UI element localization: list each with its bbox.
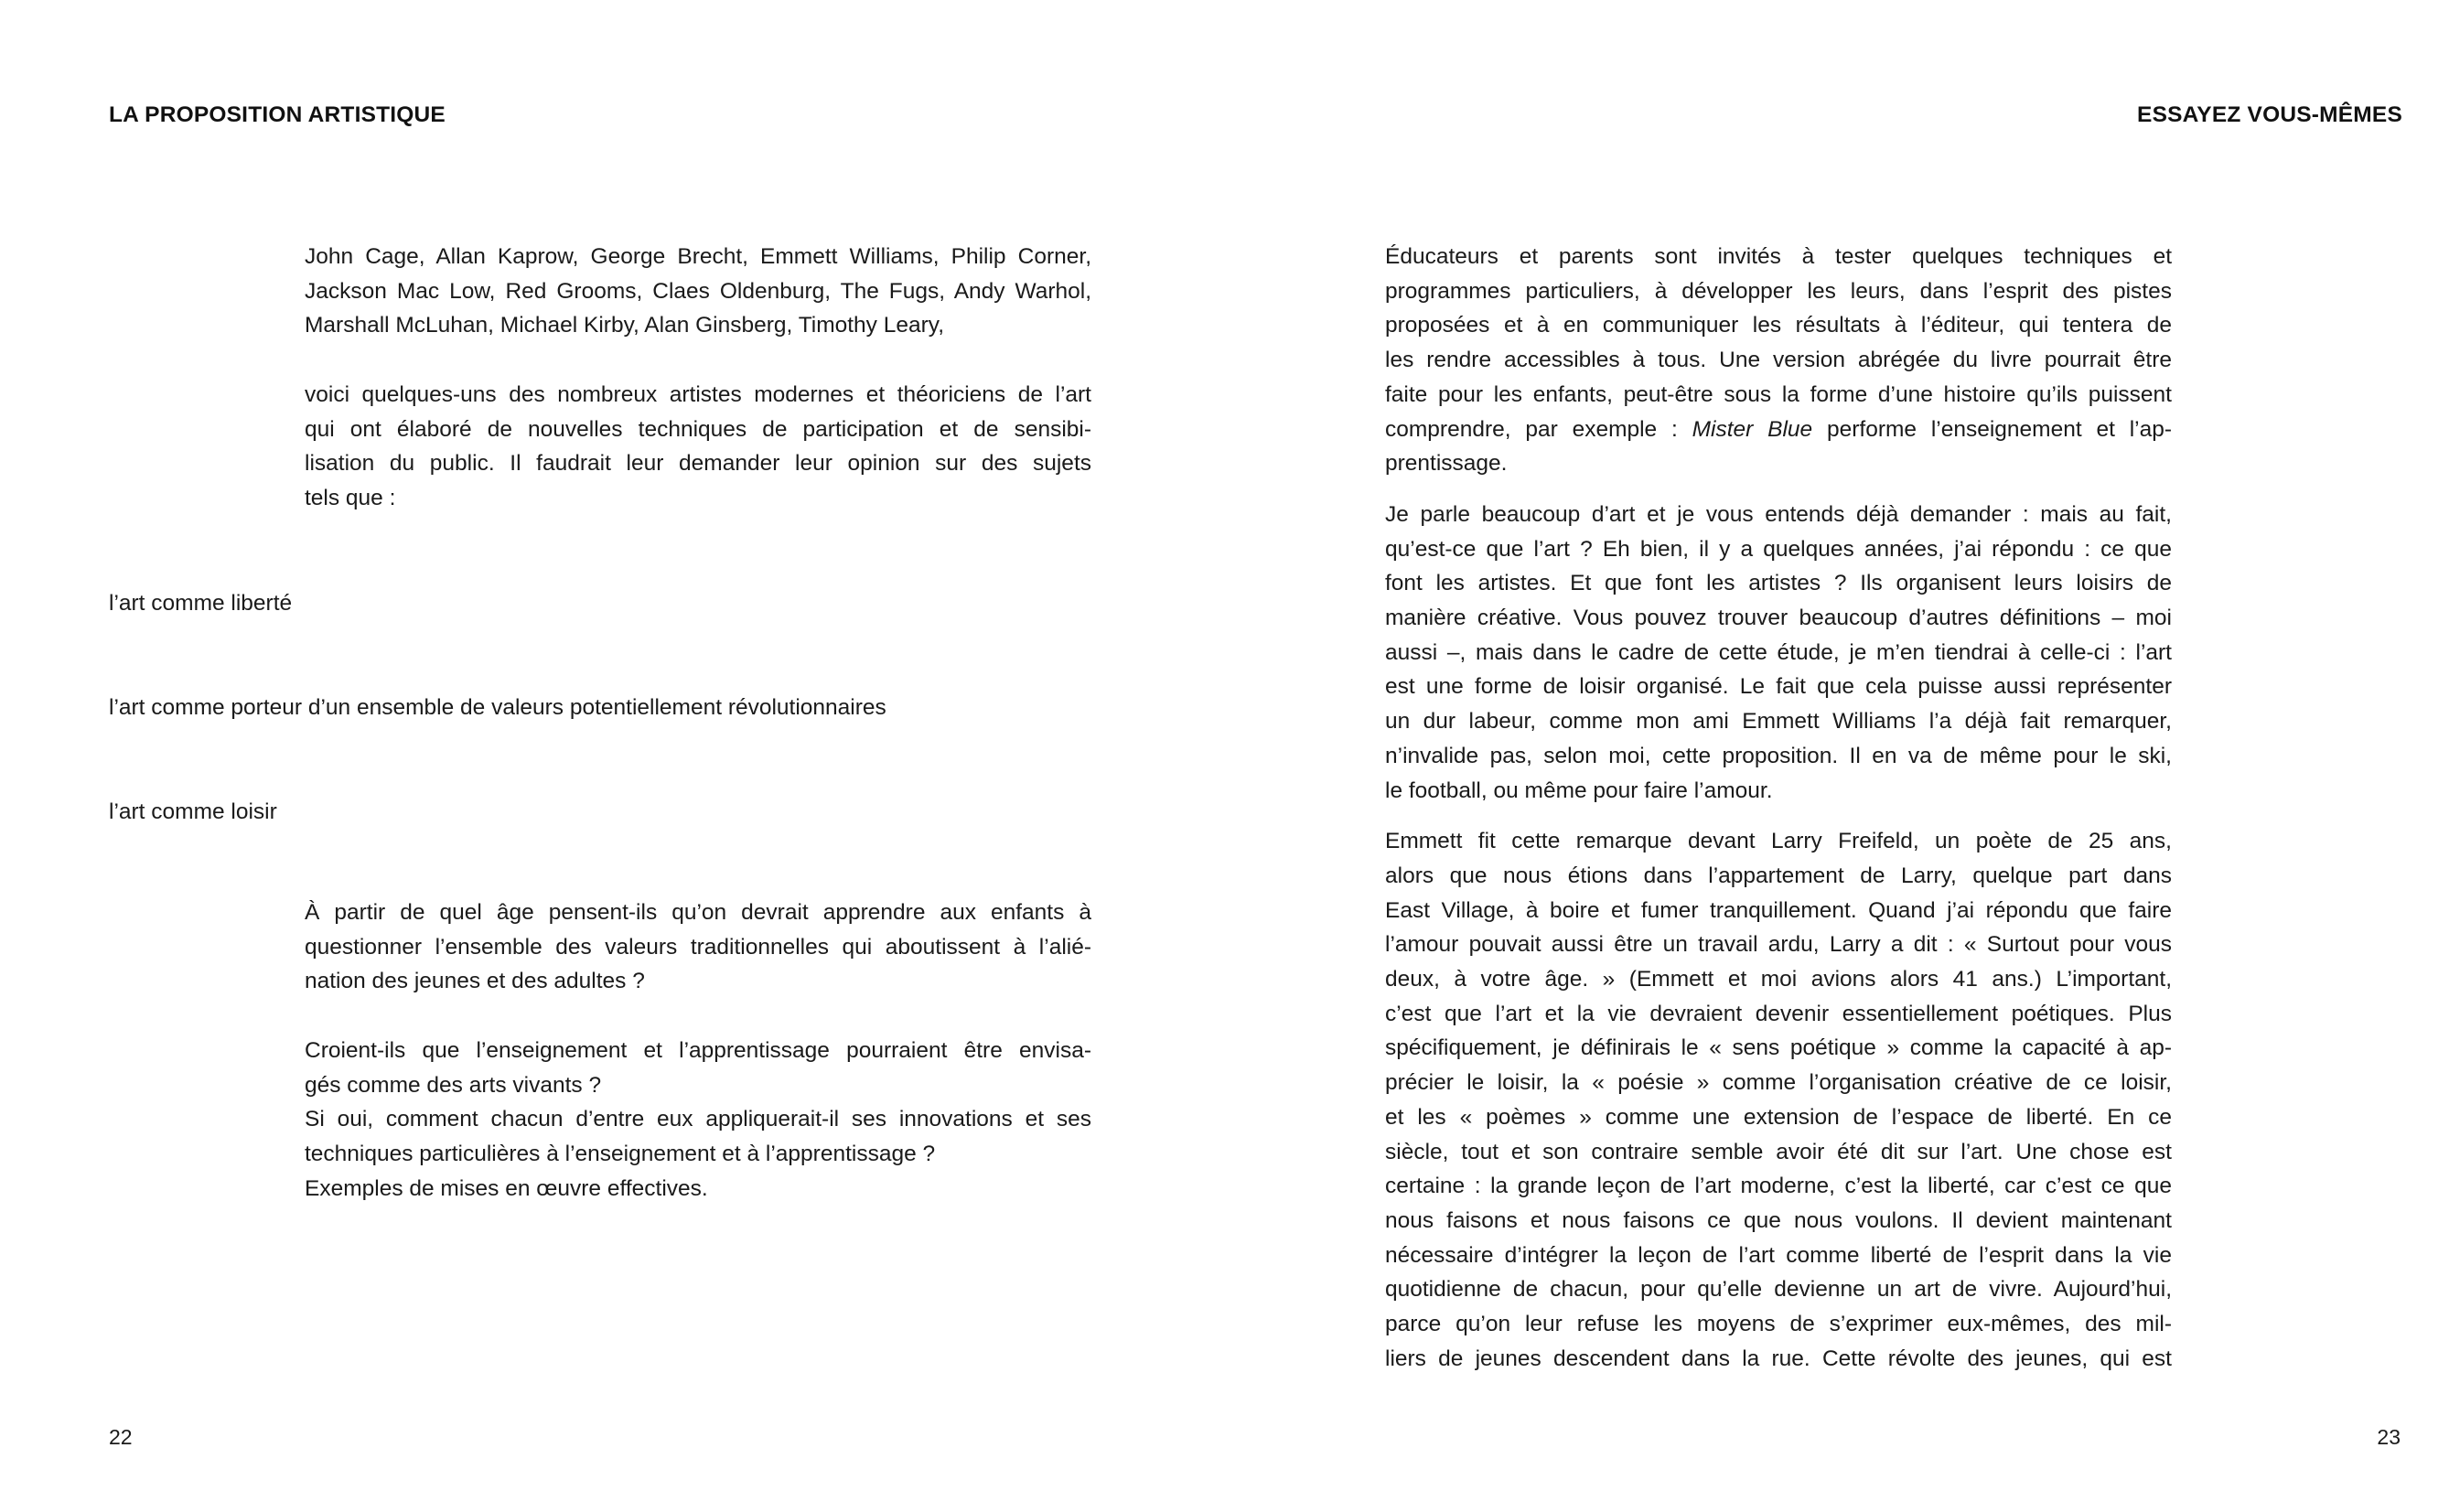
text-line: nation des jeunes et des adultes ?: [305, 969, 645, 994]
text-line: Croient-ils que l’enseignement et l’apprentissage pourraient être envisa-: [305, 1038, 1091, 1063]
text-line: et les « poèmes » comme une extension de l’espace de liberté. En ce: [1385, 1104, 2172, 1130]
text-line: Si oui, comment chacun d’entre eux appliquerait-il ses innovations et ses: [305, 1107, 1091, 1132]
text-line: font les artistes. Et que font les artistes ? Ils organisent leurs loisirs de: [1385, 571, 2172, 596]
text-line: Marshall McLuhan, Michael Kirby, Alan Ginsberg, Timothy Leary,: [305, 313, 945, 338]
text-line: manière créative. Vous pouvez trouver beaucoup d’autres définitions – moi: [1385, 606, 2172, 631]
text-line: siècle, tout et son contraire semble avoir été dit sur l’art. Une chose est: [1385, 1139, 2172, 1164]
text-line: lisation du public. Il faudrait leur demander leur opinion sur des sujets: [305, 451, 1091, 477]
page-number-right: 23: [2377, 1425, 2401, 1449]
text-line: East Village, à boire et fumer tranquillement. Quand j’ai répondu que faire: [1385, 897, 2172, 923]
paragraph-educateurs: [1385, 240, 2172, 481]
text-line: gés comme des arts vivants ?: [305, 1072, 602, 1098]
text-line: qui ont élaboré de nouvelles techniques de participation et de sensibi-: [305, 416, 1091, 442]
croient-question-paragraph: [305, 1034, 1091, 1206]
text-line: c’est que l’art et la vie devraient devenir essentiellement poétiques. Plus: [1385, 1001, 2172, 1026]
paragraph-emmett: [1385, 824, 2172, 1376]
text-line: techniques particulières à l’enseignement et à l’apprentissage ?: [305, 1142, 936, 1167]
text-line: À partir de quel âge pensent-ils qu’on devrait apprendre aux enfants à: [305, 900, 1091, 925]
text-line: l’amour pouvait aussi être un travail ardu, Larry a dit : « Surtout pour vous: [1385, 932, 2172, 958]
statement-art-loisir: l’art comme loisir: [109, 799, 277, 824]
text-line: voici quelques-uns des nombreux artistes modernes et théoriciens de l’art: [305, 382, 1091, 407]
text-line: nous faisons et nous faisons ce que nous voulons. Il devient maintenant: [1385, 1207, 2172, 1233]
left-page: [0, 0, 1224, 1512]
text-line: parce qu’on leur refuse les moyens de s’exprimer eux-mêmes, des mil-: [1385, 1312, 2172, 1337]
book-title-italic: Mister Blue: [1692, 416, 1813, 442]
statement-art-liberte: l’art comme liberté: [109, 591, 293, 616]
text-line: questionner l’ensemble des valeurs traditionnelles qui aboutissent à l’alié-: [305, 934, 1091, 960]
text-line: John Cage, Allan Kaprow, George Brecht, Emmett Williams, Philip Corner,: [305, 244, 1091, 269]
paragraph-je-parle: [1385, 498, 2172, 808]
right-page: [1224, 0, 2448, 1512]
text-line: Je parle beaucoup d’art et je vous entends déjà demander : mais au fait,: [1385, 501, 2172, 527]
text-line: programmes particuliers, à développer les leurs, dans l’esprit des pistes: [1385, 278, 2172, 304]
text-line: Exemples de mises en œuvre effectives.: [305, 1175, 708, 1201]
text-line: n’invalide pas, selon moi, cette proposition. Il en va de même pour le ski,: [1385, 743, 2172, 768]
text-line: nécessaire d’intégrer la leçon de l’art comme liberté de l’esprit dans la vie: [1385, 1242, 2172, 1268]
text-line: proposées et à en communiquer les résultats à l’éditeur, qui tentera de: [1385, 313, 2172, 338]
text-line: prentissage.: [1385, 451, 1508, 477]
text-line: le football, ou même pour faire l’amour.: [1385, 777, 1773, 803]
text-line: un dur labeur, comme mon ami Emmett Williams l’a déjà fait remarquer,: [1385, 709, 2172, 735]
text-line: précier le loisir, la « poésie » comme l’organisation créative de ce loisir,: [1385, 1070, 2172, 1096]
voici-paragraph: [305, 378, 1091, 516]
running-head-left: LA PROPOSITION ARTISTIQUE: [109, 102, 446, 127]
artists-list-paragraph: [305, 240, 1091, 343]
text-run: performe l’enseignement et l’ap-: [1812, 416, 2172, 442]
age-question-paragraph: [305, 895, 1091, 999]
text-line: deux, à votre âge. » (Emmett et moi avions alors 41 ans.) L’important,: [1385, 967, 2172, 992]
page-number-left: 22: [109, 1425, 133, 1449]
text-line: faite pour les enfants, peut-être sous la forme d’une histoire qu’ils puissent: [1385, 381, 2172, 407]
text-run: comprendre, par exemple :: [1385, 416, 1692, 442]
text-line: certaine : la grande leçon de l’art moderne, c’est la liberté, car c’est ce que: [1385, 1174, 2172, 1199]
text-line: est une forme de loisir organisé. Le fait que cela puisse aussi représenter: [1385, 674, 2172, 700]
text-line: tels que :: [305, 486, 396, 511]
text-line: liers de jeunes descendent dans la rue. Cette révolte des jeunes, qui est: [1385, 1346, 2172, 1371]
text-line: aussi –, mais dans le cadre de cette étude, je m’en tiendrai à celle-ci : l’art: [1385, 639, 2172, 665]
text-line: [1385, 413, 2172, 447]
text-line: Emmett fit cette remarque devant Larry Freifeld, un poète de 25 ans,: [1385, 829, 2172, 854]
statement-art-valeurs: l’art comme porteur d’un ensemble de valeurs potentiellement révolutionnaires: [109, 695, 886, 720]
text-line: spécifiquement, je définirais le « sens poétique » comme la capacité à ap-: [1385, 1035, 2172, 1061]
text-line: les rendre accessibles à tous. Une version abrégée du livre pourrait être: [1385, 348, 2172, 373]
text-line: qu’est-ce que l’art ? Eh bien, il y a quelques années, j’ai répondu : ce que: [1385, 536, 2172, 562]
text-line: Jackson Mac Low, Red Grooms, Claes Oldenburg, The Fugs, Andy Warhol,: [305, 278, 1091, 304]
text-line: Éducateurs et parents sont invités à tester quelques techniques et: [1385, 244, 2172, 269]
right-column: [1385, 240, 2172, 1393]
text-line: quotidienne de chacun, pour qu’elle devienne un art de vivre. Aujourd’hui,: [1385, 1277, 2172, 1303]
running-head-right: ESSAYEZ VOUS-MÊMES: [2137, 102, 2402, 127]
text-line: alors que nous étions dans l’appartement de Larry, quelque part dans: [1385, 863, 2172, 888]
